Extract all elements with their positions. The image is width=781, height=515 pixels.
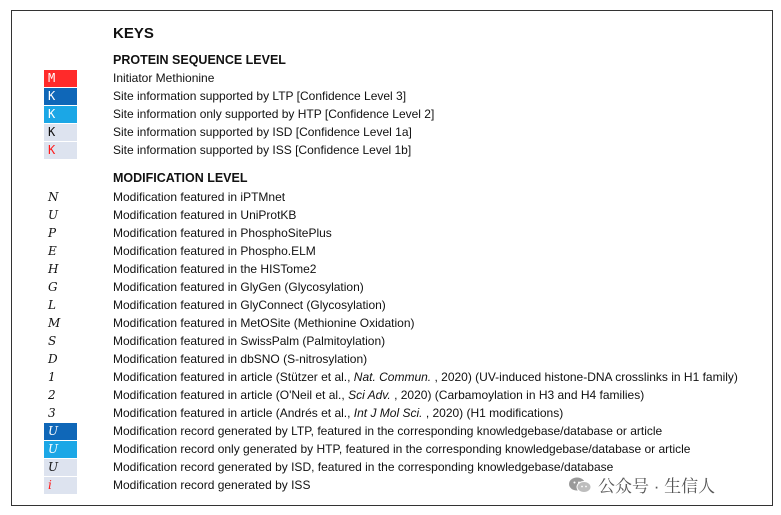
legend-description: Modification featured in dbSNO (S-nitrosylation) — [113, 352, 368, 366]
legend-symbol: S — [48, 334, 57, 348]
legend-symbol: K — [44, 106, 77, 123]
description-prefix: Modification featured in article (Stützer et al., — [113, 370, 354, 384]
legend-row — [44, 387, 744, 405]
page-title: KEYS — [113, 25, 154, 42]
description-suffix: , 2020) (H1 modifications) — [422, 406, 564, 420]
legend-description — [113, 405, 563, 422]
legend-description: Modification featured in iPTMnet — [113, 190, 286, 204]
description-suffix: , 2020) (Carbamoylation in H3 and H4 families) — [390, 388, 645, 402]
legend-symbol: 2 — [48, 388, 56, 402]
legend-symbol: U — [44, 423, 77, 440]
legend-description: Modification featured in GlyGen (Glycosylation) — [113, 280, 364, 294]
legend-description: Site information supported by ISS [Confidence Level 1b] — [113, 143, 412, 157]
legend-description: Modification record only generated by HTP, featured in the corresponding knowledgebase/database or article — [113, 442, 691, 456]
legend-row — [44, 142, 744, 160]
legend-description: Modification featured in UniProtKB — [113, 208, 297, 222]
legend-description: Modification featured in GlyConnect (Glycosylation) — [113, 298, 386, 312]
modification-section-heading: MODIFICATION LEVEL — [113, 171, 248, 185]
legend-row — [44, 333, 744, 351]
legend-description — [113, 387, 644, 404]
legend-row — [44, 441, 744, 459]
legend-row — [44, 243, 744, 261]
legend-symbol: D — [48, 352, 58, 366]
journal-name: Nat. Commun. — [353, 370, 432, 384]
legend-symbol: H — [48, 262, 59, 276]
legend-description: Modification featured in the HISTome2 — [113, 262, 317, 276]
legend-symbol: K — [44, 88, 77, 105]
legend-description: Modification featured in Phospho.ELM — [113, 244, 316, 258]
journal-name: Int J Mol Sci. — [353, 406, 423, 420]
legend-symbol: G — [48, 280, 58, 294]
legend-row — [44, 369, 744, 387]
legend-row — [44, 189, 744, 207]
legend-description: Modification record generated by ISS — [113, 478, 311, 492]
legend-symbol: 3 — [48, 406, 56, 420]
journal-name: Sci Adv. — [348, 388, 391, 402]
legend-row — [44, 315, 744, 333]
legend-description: Modification featured in PhosphoSitePlus — [113, 226, 332, 240]
legend-row — [44, 225, 744, 243]
legend-row — [44, 405, 744, 423]
legend-row — [44, 124, 744, 142]
legend-symbol: U — [44, 459, 77, 476]
legend-description: Modification featured in MetOSite (Methionine Oxidation) — [113, 316, 415, 330]
legend-description: Site information only supported by HTP [Confidence Level 2] — [113, 107, 435, 121]
watermark — [568, 472, 715, 497]
legend-symbol: 1 — [48, 370, 56, 384]
legend-row — [44, 70, 744, 88]
legend-row — [44, 351, 744, 369]
legend-symbol: U — [48, 208, 59, 222]
legend-description — [113, 369, 738, 386]
legend-symbol: i — [44, 477, 77, 494]
legend-row — [44, 261, 744, 279]
legend-row — [44, 297, 744, 315]
legend-symbol: L — [48, 298, 56, 312]
legend-description: Modification record generated by LTP, featured in the corresponding knowledgebase/database or article — [113, 424, 663, 438]
description-prefix: Modification featured in article (O'Neil et al., — [113, 388, 349, 402]
legend-description: Site information supported by LTP [Confidence Level 3] — [113, 89, 407, 103]
legend-symbol: P — [48, 226, 57, 240]
legend-row — [44, 423, 744, 441]
legend-symbol: K — [44, 124, 77, 141]
legend-description: Initiator Methionine — [113, 71, 215, 85]
legend-description: Site information supported by ISD [Confidence Level 1a] — [113, 125, 412, 139]
protein-section-heading: PROTEIN SEQUENCE LEVEL — [113, 53, 286, 67]
legend-row — [44, 106, 744, 124]
legend-symbol: U — [44, 441, 77, 458]
legend-symbol: M — [44, 70, 77, 87]
description-suffix: , 2020) (UV-induced histone-DNA crosslinks in H1 family) — [431, 370, 738, 384]
legend-description: Modification featured in SwissPalm (Palmitoylation) — [113, 334, 386, 348]
wechat-icon — [568, 476, 592, 494]
legend-symbol: M — [48, 316, 61, 330]
legend-symbol: E — [48, 244, 57, 258]
legend-row — [44, 88, 744, 106]
legend-row — [44, 279, 744, 297]
legend-symbol: K — [44, 142, 77, 159]
description-prefix: Modification featured in article (Andrés et al., — [113, 406, 354, 420]
legend-description: Modification record generated by ISD, featured in the corresponding knowledgebase/database — [113, 460, 614, 474]
legend-row — [44, 207, 744, 225]
legend-symbol: N — [48, 190, 59, 204]
watermark-text: 公众号 · 生信人 — [598, 477, 716, 496]
